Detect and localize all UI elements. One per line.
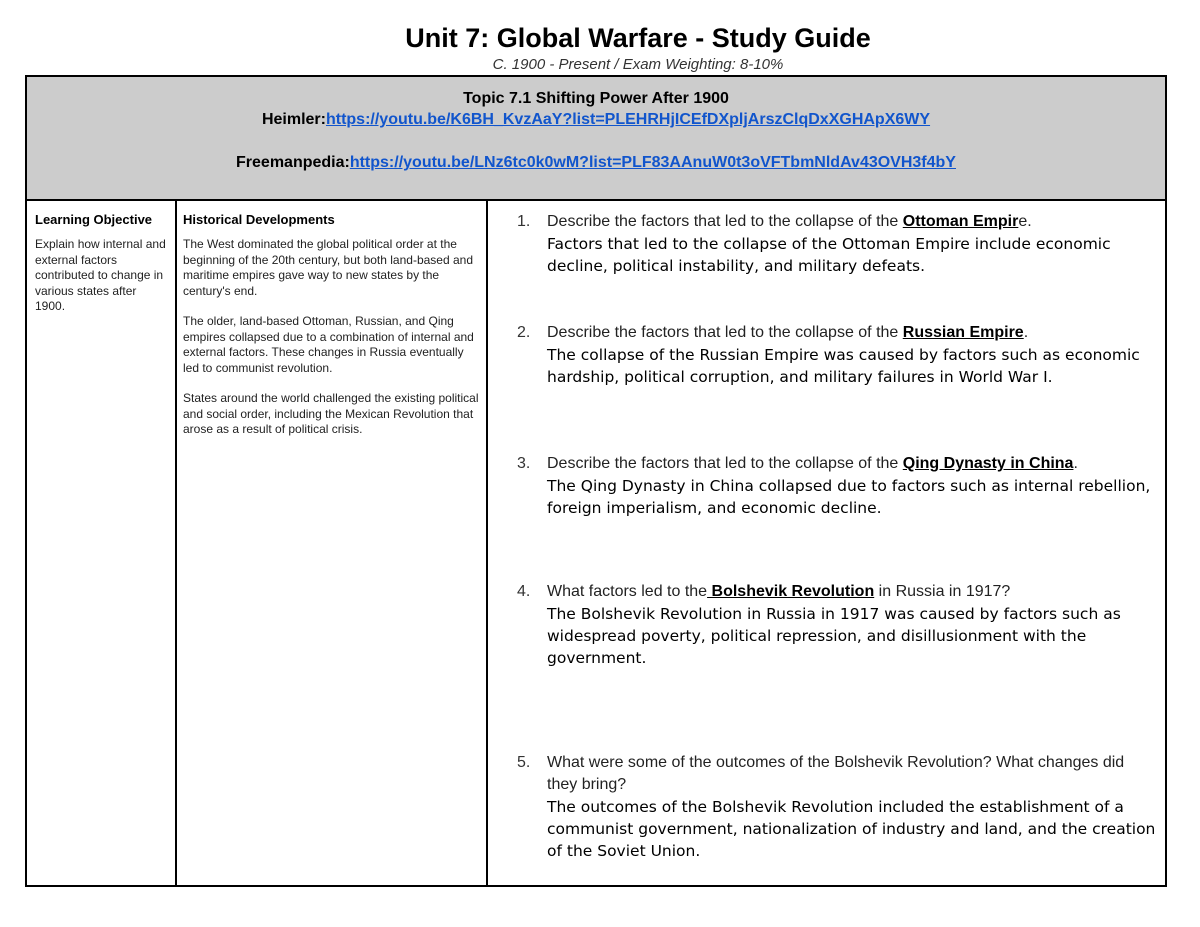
topic-title: Topic 7.1 Shifting Power After 1900 <box>463 90 729 107</box>
question-suffix: e. <box>1018 213 1032 230</box>
heimler-link-row <box>27 110 1165 130</box>
question-number: 2. <box>517 324 531 341</box>
freemanpedia-link[interactable]: https://youtu.be/LNz6tc0k0wM?list=PLF83AAnuW0t3oVFTbmNldAv43OVH3f4bY <box>349 154 956 171</box>
question-number: 1. <box>517 213 531 230</box>
question-prompt <box>547 211 1157 233</box>
question-keyword: Qing Dynasty in China <box>902 455 1074 472</box>
study-guide-table <box>25 75 1167 887</box>
question-answer: The Bolshevik Revolution in Russia in 1917 was caused by factors such as widespread poverty, political repression, and disillusionment with the government. <box>547 605 1121 667</box>
question-prefix: What were some of the outcomes of the Bolshevik Revolution? What changes did they bring? <box>547 754 1125 793</box>
freemanpedia-link-row <box>27 153 1165 173</box>
question-suffix: in Russia in 1917? <box>874 583 1011 600</box>
learning-objective-text: Explain how internal and external factors contributed to change in various states after 1900. <box>35 237 166 313</box>
question-keyword: Russian Empire <box>902 324 1024 341</box>
development-paragraph: States around the world challenged the existing political and social order, including the Mexican Revolution that arose as a result of political crisis. <box>183 391 479 436</box>
question-answer: The collapse of the Russian Empire was caused by factors such as economic hardship, political corruption, and military failures in World War I. <box>547 346 1140 386</box>
question-number: 4. <box>517 583 531 600</box>
column-divider <box>175 201 177 885</box>
heimler-link[interactable]: https://youtu.be/K6BH_KvzAaY?list=PLEHRHjICEfDXpljArszClqDxXGHApX6WY <box>325 111 931 128</box>
topic-header <box>27 77 1165 201</box>
question-number: 3. <box>517 455 531 472</box>
question-prefix: Describe the factors that led to the collapse of the <box>547 324 903 341</box>
question-keyword: Ottoman Empir <box>902 213 1019 230</box>
historical-developments-heading: Historical Developments <box>183 212 335 227</box>
question-suffix: . <box>1073 455 1078 472</box>
learning-objective-heading: Learning Objective <box>35 212 153 227</box>
question-answer: Factors that led to the collapse of the Ottoman Empire include economic decline, political instability, and military defeats. <box>547 235 1111 275</box>
question-answer: The Qing Dynasty in China collapsed due to factors such as internal rebellion, foreign imperialism, and economic decline. <box>547 477 1151 517</box>
column-divider <box>486 201 488 885</box>
freemanpedia-label: Freemanpedia: <box>236 154 350 171</box>
question-prompt <box>547 581 1157 603</box>
heimler-label: Heimler: <box>261 111 326 128</box>
historical-developments-column <box>183 211 479 453</box>
question-prompt <box>547 752 1157 796</box>
page-title: Unit 7: Global Warfare - Study Guide <box>405 23 871 53</box>
question-keyword: Bolshevik Revolution <box>707 583 875 600</box>
question-suffix: . <box>1023 324 1029 341</box>
question-answer: The outcomes of the Bolshevik Revolution included the establishment of a communist government, nationalization of industry and land, and the creation of the Soviet Union. <box>547 798 1156 860</box>
question-number: 5. <box>517 754 531 771</box>
question-prefix: What factors led to the <box>547 583 708 600</box>
question-prefix: Describe the factors that led to the collapse of the <box>547 455 903 472</box>
question-prefix: Describe the factors that led to the collapse of the <box>547 213 903 230</box>
page-subtitle: C. 1900 - Present / Exam Weighting: 8-10% <box>492 56 784 73</box>
development-paragraph: The older, land-based Ottoman, Russian, and Qing empires collapsed due to a combination of internal and external factors. These changes in Russia eventually led to communist revolution. <box>183 314 474 375</box>
question-prompt <box>547 322 1157 344</box>
development-paragraph: The West dominated the global political order at the beginning of the 20th century, but both land-based and maritime empires gave way to new states by the century's end. <box>183 237 473 298</box>
question-prompt <box>547 453 1157 475</box>
learning-objective-column <box>35 211 169 315</box>
